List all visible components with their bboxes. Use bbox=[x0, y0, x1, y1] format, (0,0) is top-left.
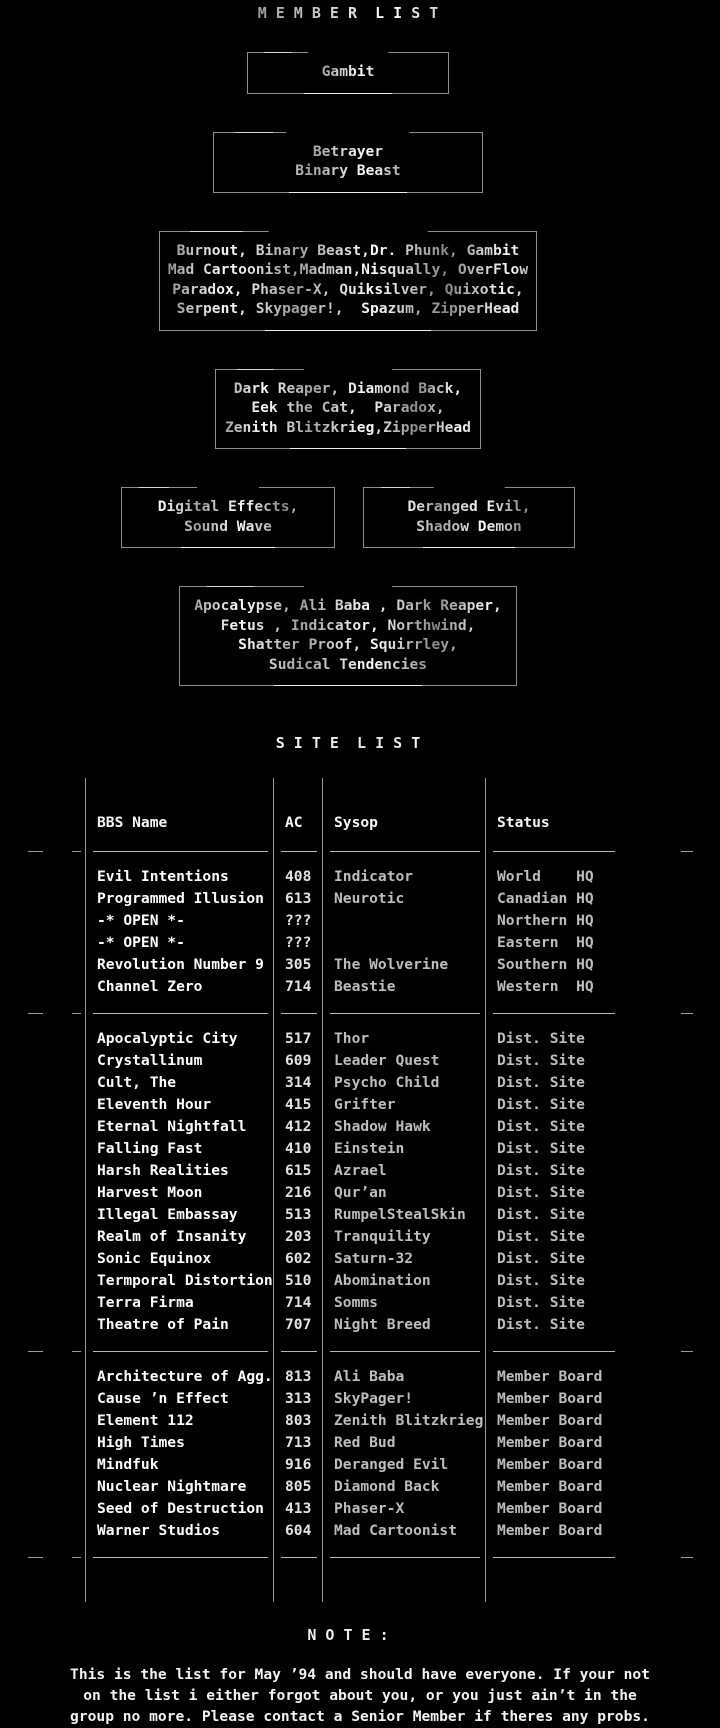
ac-cell: 713 bbox=[273, 1432, 322, 1454]
separator-line bbox=[93, 1557, 268, 1558]
status-cell: Dist. Site bbox=[485, 1204, 635, 1226]
ac-cell: 707 bbox=[273, 1314, 322, 1336]
status-cell: Member Board bbox=[485, 1388, 635, 1410]
separator-cell bbox=[85, 1542, 273, 1572]
separator-dash bbox=[72, 1351, 81, 1352]
status-cell: Dist. Site bbox=[485, 1314, 635, 1336]
table-row bbox=[85, 1366, 635, 1388]
separator-cell bbox=[273, 1542, 322, 1572]
separator-line bbox=[93, 851, 268, 852]
member-line: Gambit bbox=[248, 62, 448, 82]
separator-dash bbox=[28, 851, 43, 852]
ac-cell: 313 bbox=[273, 1388, 322, 1410]
sysop-cell: Einstein bbox=[322, 1138, 485, 1160]
sysop-cell: Phaser-X bbox=[322, 1498, 485, 1520]
table-row bbox=[85, 1094, 635, 1116]
bbs-name-cell: Eternal Nightfall bbox=[85, 1116, 273, 1138]
stub-bar bbox=[85, 1572, 273, 1602]
table-row bbox=[85, 932, 635, 954]
separator-cell bbox=[85, 1336, 273, 1366]
bbs-name-cell: Evil Intentions bbox=[85, 866, 273, 888]
status-cell: Dist. Site bbox=[485, 1160, 635, 1182]
status-cell: Dist. Site bbox=[485, 1050, 635, 1072]
sysop-cell bbox=[322, 932, 485, 954]
separator-cell bbox=[85, 998, 273, 1028]
site-list-table bbox=[85, 778, 635, 1602]
bbs-name-cell: Mindfuk bbox=[85, 1454, 273, 1476]
table-row bbox=[85, 954, 635, 976]
separator-cell bbox=[273, 1336, 322, 1366]
section-title bbox=[197, 478, 259, 495]
sysop-cell bbox=[322, 910, 485, 932]
sysop-cell: Diamond Back bbox=[322, 1476, 485, 1498]
bbs-name-cell: Theatre of Pain bbox=[85, 1314, 273, 1336]
sysop-cell: Somms bbox=[322, 1292, 485, 1314]
bbs-name-cell: Apocalyptic City bbox=[85, 1028, 273, 1050]
table-row bbox=[85, 1388, 635, 1410]
separator-line bbox=[330, 1557, 480, 1558]
member-line: Eek the Cat, Paradox, bbox=[216, 398, 480, 418]
separator-line bbox=[93, 1013, 268, 1014]
member-line: Binary Beast bbox=[214, 161, 482, 181]
separator-line bbox=[93, 1351, 268, 1352]
pair-row bbox=[28, 487, 668, 586]
ac-cell: 714 bbox=[273, 1292, 322, 1314]
separator-dash bbox=[681, 851, 693, 852]
status-cell: Canadian HQ bbox=[485, 888, 635, 910]
sysop-cell: Grifter bbox=[322, 1094, 485, 1116]
status-cell: Dist. Site bbox=[485, 1292, 635, 1314]
table-row bbox=[85, 1182, 635, 1204]
ac-cell: 604 bbox=[273, 1520, 322, 1542]
separator-dash bbox=[681, 1557, 693, 1558]
table-row bbox=[85, 1226, 635, 1248]
ac-cell: ??? bbox=[273, 910, 322, 932]
member-line: Serpent, Skypager!, Spazum, ZipperHead bbox=[160, 299, 536, 319]
separator-line bbox=[281, 851, 317, 852]
bbs-name-cell: Terra Firma bbox=[85, 1292, 273, 1314]
ac-cell: 203 bbox=[273, 1226, 322, 1248]
sysop-cell: RumpelStealSkin bbox=[322, 1204, 485, 1226]
table-row bbox=[85, 1138, 635, 1160]
ac-cell: 613 bbox=[273, 888, 322, 910]
sysop-cell: Indicator bbox=[322, 866, 485, 888]
site-list-title: S I T E L I S T bbox=[28, 734, 668, 752]
separator-dash bbox=[681, 1351, 693, 1352]
table-row bbox=[85, 1270, 635, 1292]
sysop-cell: Night Breed bbox=[322, 1314, 485, 1336]
status-cell: Member Board bbox=[485, 1366, 635, 1388]
table-row bbox=[85, 1248, 635, 1270]
table-separator bbox=[85, 1542, 635, 1572]
sysop-cell: Ali Baba bbox=[322, 1366, 485, 1388]
table-row bbox=[85, 1292, 635, 1314]
separator-line bbox=[330, 1351, 480, 1352]
bbs-name-cell: Eleventh Hour bbox=[85, 1094, 273, 1116]
separator-cell bbox=[273, 998, 322, 1028]
ac-cell: 609 bbox=[273, 1050, 322, 1072]
status-cell: Member Board bbox=[485, 1410, 635, 1432]
separator-dash bbox=[72, 1557, 81, 1558]
member-line: Fetus , Indicator, Northwind, bbox=[180, 616, 516, 636]
ac-cell: 513 bbox=[273, 1204, 322, 1226]
table-separator bbox=[85, 998, 635, 1028]
bbs-name-cell: Cult, The bbox=[85, 1072, 273, 1094]
ac-cell: 415 bbox=[273, 1094, 322, 1116]
status-cell: Dist. Site bbox=[485, 1094, 635, 1116]
separator-cell bbox=[273, 836, 322, 866]
sysop-cell: Shadow Hawk bbox=[322, 1116, 485, 1138]
status-cell: Dist. Site bbox=[485, 1248, 635, 1270]
status-cell: World HQ bbox=[485, 866, 635, 888]
bbs-name-cell: Harsh Realities bbox=[85, 1160, 273, 1182]
separator-cell bbox=[485, 1542, 635, 1572]
sysop-cell: Tranquility bbox=[322, 1226, 485, 1248]
member-line: Betrayer bbox=[214, 142, 482, 162]
status-cell: Northern HQ bbox=[485, 910, 635, 932]
section-title bbox=[308, 43, 388, 60]
bbs-name-cell: Revolution Number 9 bbox=[85, 954, 273, 976]
separator-cell bbox=[322, 836, 485, 866]
table-bottom-stubs bbox=[85, 1572, 635, 1602]
member-line: Apocalypse, Ali Baba , Dark Reaper, bbox=[180, 596, 516, 616]
status-cell: Southern HQ bbox=[485, 954, 635, 976]
member-line: Paradox, Phaser-X, Quiksilver, Quixotic, bbox=[160, 280, 536, 300]
bbs-name-cell: Illegal Embassay bbox=[85, 1204, 273, 1226]
table-row bbox=[85, 1432, 635, 1454]
separator-dash bbox=[72, 851, 81, 852]
separator-line bbox=[281, 1557, 317, 1558]
separator-line bbox=[281, 1351, 317, 1352]
note-paragraph bbox=[0, 1664, 720, 1727]
sysop-cell: Qur’an bbox=[322, 1182, 485, 1204]
table-row bbox=[85, 866, 635, 888]
status-cell: Dist. Site bbox=[485, 1226, 635, 1248]
table-row bbox=[85, 1116, 635, 1138]
member-line: Shatter Proof, Squirrley, bbox=[180, 635, 516, 655]
section-box-0 bbox=[247, 52, 449, 94]
table-header-row bbox=[85, 778, 635, 836]
section-box-3 bbox=[215, 369, 481, 450]
member-line: Deranged Evil, bbox=[364, 497, 574, 517]
separator-cell bbox=[485, 998, 635, 1028]
ac-cell: 813 bbox=[273, 1366, 322, 1388]
bbs-name-cell: Seed of Destruction bbox=[85, 1498, 273, 1520]
member-list-title: M E M B E R L I S T bbox=[28, 4, 668, 22]
sysop-cell: Red Bud bbox=[322, 1432, 485, 1454]
separator-cell bbox=[322, 1336, 485, 1366]
column-header-status: Status bbox=[485, 778, 635, 836]
ac-cell: 412 bbox=[273, 1116, 322, 1138]
ac-cell: 314 bbox=[273, 1072, 322, 1094]
bbs-name-cell: Falling Fast bbox=[85, 1138, 273, 1160]
table-row bbox=[85, 888, 635, 910]
ac-cell: 602 bbox=[273, 1248, 322, 1270]
ac-cell: 413 bbox=[273, 1498, 322, 1520]
ac-cell: 408 bbox=[273, 866, 322, 888]
section-box-4 bbox=[121, 487, 335, 548]
separator-line bbox=[281, 1013, 317, 1014]
bbs-name-cell: Programmed Illusion bbox=[85, 888, 273, 910]
member-line: Digital Effects, bbox=[122, 497, 334, 517]
status-cell: Member Board bbox=[485, 1454, 635, 1476]
table-separator bbox=[85, 836, 635, 866]
sysop-cell: Deranged Evil bbox=[322, 1454, 485, 1476]
note-line: group no more. Please contact a Senior Member if theres any probs. bbox=[70, 1708, 650, 1725]
status-cell: Dist. Site bbox=[485, 1072, 635, 1094]
bbs-name-cell: Channel Zero bbox=[85, 976, 273, 998]
sysop-cell: Beastie bbox=[322, 976, 485, 998]
section-box-5 bbox=[363, 487, 575, 548]
ac-cell: 803 bbox=[273, 1410, 322, 1432]
stub-bar bbox=[485, 1572, 635, 1602]
separator-dash bbox=[28, 1013, 43, 1014]
bbs-name-cell: -* OPEN *- bbox=[85, 932, 273, 954]
separator-dash bbox=[28, 1351, 43, 1352]
status-cell: Member Board bbox=[485, 1520, 635, 1542]
member-line: Sound Wave bbox=[122, 517, 334, 537]
status-cell: Member Board bbox=[485, 1432, 635, 1454]
section-title bbox=[434, 478, 505, 495]
status-cell: Eastern HQ bbox=[485, 932, 635, 954]
sysop-cell: Neurotic bbox=[322, 888, 485, 910]
bbs-name-cell: Cause ’n Effect bbox=[85, 1388, 273, 1410]
status-cell: Dist. Site bbox=[485, 1028, 635, 1050]
bbs-name-cell: Nuclear Nightmare bbox=[85, 1476, 273, 1498]
table-row bbox=[85, 1028, 635, 1050]
table-row bbox=[85, 1050, 635, 1072]
bbs-name-cell: Sonic Equinox bbox=[85, 1248, 273, 1270]
sysop-cell: Saturn-32 bbox=[322, 1248, 485, 1270]
separator-line bbox=[493, 851, 615, 852]
ac-cell: 714 bbox=[273, 976, 322, 998]
member-line: Burnout, Binary Beast,Dr. Phunk, Gambit bbox=[160, 241, 536, 261]
member-line: Dark Reaper, Diamond Back, bbox=[216, 379, 480, 399]
sysop-cell: Abomination bbox=[322, 1270, 485, 1292]
section-box-1 bbox=[213, 132, 483, 193]
section-box-6 bbox=[179, 586, 517, 686]
ac-cell: 305 bbox=[273, 954, 322, 976]
ac-cell: ??? bbox=[273, 932, 322, 954]
bbs-name-cell: Harvest Moon bbox=[85, 1182, 273, 1204]
bbs-name-cell: Crystallinum bbox=[85, 1050, 273, 1072]
sysop-cell: Zenith Blitzkrieg bbox=[322, 1410, 485, 1432]
table-row bbox=[85, 1072, 635, 1094]
column-header-sysop: Sysop bbox=[322, 778, 485, 836]
column-header-bbs-name: BBS Name bbox=[85, 778, 273, 836]
status-cell: Dist. Site bbox=[485, 1182, 635, 1204]
ac-cell: 916 bbox=[273, 1454, 322, 1476]
bbs-name-cell: Architecture of Agg. bbox=[85, 1366, 273, 1388]
status-cell: Western HQ bbox=[485, 976, 635, 998]
section-title bbox=[286, 123, 409, 140]
sysop-cell: Mad Cartoonist bbox=[322, 1520, 485, 1542]
separator-line bbox=[493, 1351, 615, 1352]
table-row bbox=[85, 910, 635, 932]
section-title bbox=[269, 222, 428, 239]
table-row bbox=[85, 1204, 635, 1226]
section-title bbox=[304, 360, 392, 377]
ac-cell: 410 bbox=[273, 1138, 322, 1160]
table-row bbox=[85, 1314, 635, 1336]
separator-line bbox=[493, 1557, 615, 1558]
stub-bar bbox=[273, 1572, 322, 1602]
column-header-ac: AC bbox=[273, 778, 322, 836]
separator-cell bbox=[85, 836, 273, 866]
note-title: N O T E : bbox=[28, 1626, 668, 1644]
status-cell: Dist. Site bbox=[485, 1138, 635, 1160]
status-cell: Dist. Site bbox=[485, 1270, 635, 1292]
separator-line bbox=[493, 1013, 615, 1014]
member-line: Mad Cartoonist,Madman,Nisqually, OverFlow bbox=[160, 260, 536, 280]
status-cell: Dist. Site bbox=[485, 1116, 635, 1138]
separator-line bbox=[330, 851, 480, 852]
sysop-cell: Azrael bbox=[322, 1160, 485, 1182]
sysop-cell: Thor bbox=[322, 1028, 485, 1050]
table-row bbox=[85, 976, 635, 998]
member-line: Sudical Tendencies bbox=[180, 655, 516, 675]
sysop-cell: Psycho Child bbox=[322, 1072, 485, 1094]
member-sections bbox=[28, 52, 668, 686]
bbs-name-cell: High Times bbox=[85, 1432, 273, 1454]
ac-cell: 615 bbox=[273, 1160, 322, 1182]
bbs-name-cell: Element 112 bbox=[85, 1410, 273, 1432]
separator-cell bbox=[485, 1336, 635, 1366]
table-row bbox=[85, 1410, 635, 1432]
status-cell: Member Board bbox=[485, 1476, 635, 1498]
stub-bar bbox=[322, 1572, 485, 1602]
bbs-name-cell: Realm of Insanity bbox=[85, 1226, 273, 1248]
ac-cell: 216 bbox=[273, 1182, 322, 1204]
bbs-name-cell: Warner Studios bbox=[85, 1520, 273, 1542]
separator-line bbox=[330, 1013, 480, 1014]
separator-dash bbox=[681, 1013, 693, 1014]
ac-cell: 805 bbox=[273, 1476, 322, 1498]
bbs-name-cell: Termporal Distortion bbox=[85, 1270, 273, 1292]
sysop-cell: Leader Quest bbox=[322, 1050, 485, 1072]
sysop-cell: SkyPager! bbox=[322, 1388, 485, 1410]
table-row bbox=[85, 1498, 635, 1520]
member-line: Shadow Demon bbox=[364, 517, 574, 537]
ac-cell: 517 bbox=[273, 1028, 322, 1050]
separator-dash bbox=[72, 1013, 81, 1014]
separator-dash bbox=[28, 1557, 43, 1558]
ac-cell: 510 bbox=[273, 1270, 322, 1292]
sysop-cell: The Wolverine bbox=[322, 954, 485, 976]
table-row bbox=[85, 1520, 635, 1542]
separator-cell bbox=[322, 1542, 485, 1572]
separator-cell bbox=[322, 998, 485, 1028]
table-row bbox=[85, 1160, 635, 1182]
separator-cell bbox=[485, 836, 635, 866]
note-line: on the list i either forgot about you, or you just ain’t in the bbox=[83, 1687, 637, 1704]
table-row bbox=[85, 1476, 635, 1498]
note-line: This is the list for May ’94 and should have everyone. If your not bbox=[70, 1666, 650, 1683]
member-line: Zenith Blitzkrieg,ZipperHead bbox=[216, 418, 480, 438]
section-box-2 bbox=[159, 231, 537, 331]
table-row bbox=[85, 1454, 635, 1476]
bbs-name-cell: -* OPEN *- bbox=[85, 910, 273, 932]
section-title bbox=[304, 577, 392, 594]
status-cell: Member Board bbox=[485, 1498, 635, 1520]
table-separator bbox=[85, 1336, 635, 1366]
